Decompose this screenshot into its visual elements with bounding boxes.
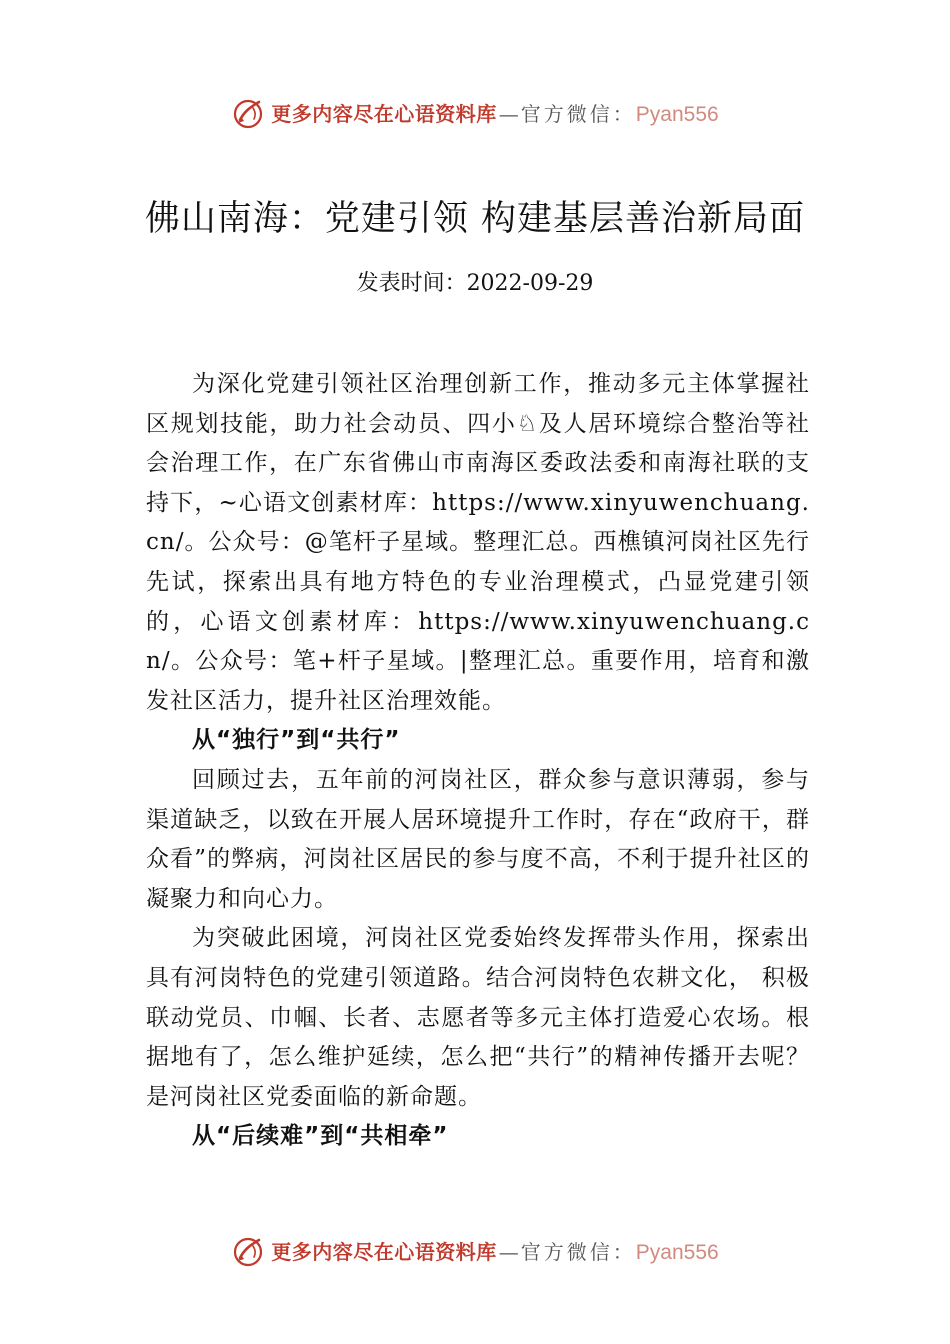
page-title: 佛山南海：党建引领 构建基层善治新局面 <box>144 199 806 239</box>
section-heading: 从“后续难”到“共相牵” <box>192 1123 449 1150</box>
intro-paragraph: 为深化党建引领社区治理创新工作，推动多元主体掌握社区规划技能，助力社会动员、四小♘及人居环境综合整治等社会治理工作，在广东省佛山市南海区委政法委和南海社联的支持下，~心语文创素材库：https://www.xinyuwenchuang.cn/。公众号：@笔杆子星域。整理汇总。西樵镇河岗社区先行先试，探索出具有地方特色的专业治理模式，凸显党建引领的，心语文创素材库：https://www.xinyuwenchuang.cn/。公众号：笔+杆子星域。|整理汇总。重要作用，培育和激发社区活力，提升社区治理效能。 <box>146 371 810 714</box>
article-body <box>146 365 810 1157</box>
footer-slogan: 更多内容尽在心语资料库 <box>271 1240 497 1264</box>
header-banner <box>0 92 950 136</box>
header-wechat-label: 官方微信： <box>520 102 636 126</box>
header-dash: — <box>498 102 519 126</box>
footer-banner <box>0 1230 950 1274</box>
brush-pen-logo-icon <box>231 97 265 131</box>
footer-banner-text <box>271 1242 718 1263</box>
brush-pen-logo-icon <box>231 1235 265 1269</box>
header-wechat-id: Pyan556 <box>635 102 719 126</box>
body-paragraph: 回顾过去，五年前的河岗社区，群众参与意识薄弱，参与渠道缺乏，以致在开展人居环境提升工作时，存在“政府干，群众看”的弊病，河岗社区居民的参与度不高，不利于提升社区的凝聚力和向心力。 <box>146 766 810 912</box>
header-banner-text <box>271 104 718 125</box>
body-paragraph: 为突破此困境，河岗社区党委始终发挥带头作用，探索出具有河岗特色的党建引领道路。结合河岗特色农耕文化， 积极联动党员、巾帼、长者、志愿者等多元主体打造爱心农场。根据地有了，怎么维护延续，怎么把“共行”的精神传播开去呢？是河岗社区党委面临的新命题。 <box>146 925 810 1110</box>
footer-dash: — <box>498 1240 519 1264</box>
footer-wechat-id: Pyan556 <box>635 1240 719 1264</box>
header-slogan: 更多内容尽在心语资料库 <box>271 102 497 126</box>
footer-wechat-label: 官方微信： <box>520 1240 636 1264</box>
section-heading: 从“独行”到“共行” <box>192 727 401 754</box>
publish-date: 发表时间：2022-09-29 <box>356 271 594 296</box>
